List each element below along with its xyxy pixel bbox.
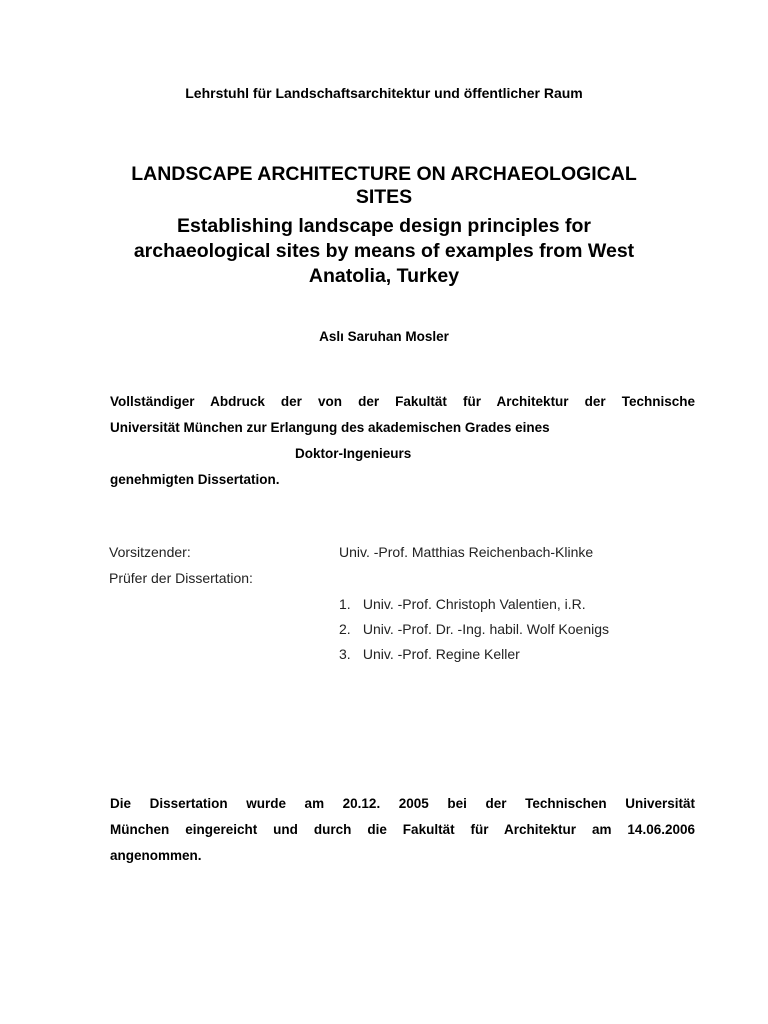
- submission-line: München eingereicht und durch die Fakultät für Architektur am 14.06.2006: [110, 822, 695, 837]
- thesis-title-line: LANDSCAPE ARCHITECTURE ON ARCHAEOLOGICAL: [131, 163, 637, 185]
- abdruck-line: Universität München zur Erlangung des akademischen Grades eines: [110, 420, 550, 435]
- abdruck-line: genehmigten Dissertation.: [110, 472, 280, 487]
- committee-chair-value: Univ. -Prof. Matthias Reichenbach-Klinke: [339, 544, 594, 560]
- examiner-number: 2.: [339, 621, 351, 637]
- committee-chair-row: [109, 544, 191, 564]
- submission-paragraph: [110, 791, 695, 869]
- submission-line: angenommen.: [110, 848, 202, 863]
- thesis-subtitle-line: Establishing landscape design principles for: [177, 215, 591, 237]
- examiner-name: Univ. -Prof. Dr. -Ing. habil. Wolf Koenigs: [362, 621, 610, 637]
- examiner-item: [339, 596, 586, 616]
- examiner-number: 1.: [339, 596, 351, 612]
- examiner-name: Univ. -Prof. Regine Keller: [362, 646, 520, 662]
- chair-heading: Lehrstuhl für Landschaftsarchitektur und öffentlicher Raum: [185, 85, 583, 101]
- submission-line: Die Dissertation wurde am 20.12. 2005 bei der Technischen Universität: [110, 796, 695, 811]
- committee-chair-label: Vorsitzender:: [109, 544, 191, 560]
- examiner-number: 3.: [339, 646, 351, 662]
- examiners-label: Prüfer der Dissertation:: [109, 570, 253, 586]
- thesis-title: [40, 163, 728, 209]
- author-name: Aslı Saruhan Mosler: [319, 329, 449, 344]
- examiner-name: Univ. -Prof. Christoph Valentien, i.R.: [362, 596, 586, 612]
- thesis-subtitle-line: archaeological sites by means of examples from West: [133, 240, 635, 262]
- abdruck-paragraph: [110, 389, 695, 493]
- degree-title: Doktor-Ingenieurs: [295, 446, 412, 461]
- examiner-item: [339, 621, 609, 641]
- abdruck-line: Vollständiger Abdruck der von der Fakultät für Architektur der Technische: [110, 394, 695, 409]
- thesis-subtitle-line: Anatolia, Turkey: [308, 265, 460, 287]
- thesis-subtitle: [40, 214, 728, 289]
- examiner-item: [339, 646, 520, 666]
- thesis-title-line: SITES: [355, 186, 413, 208]
